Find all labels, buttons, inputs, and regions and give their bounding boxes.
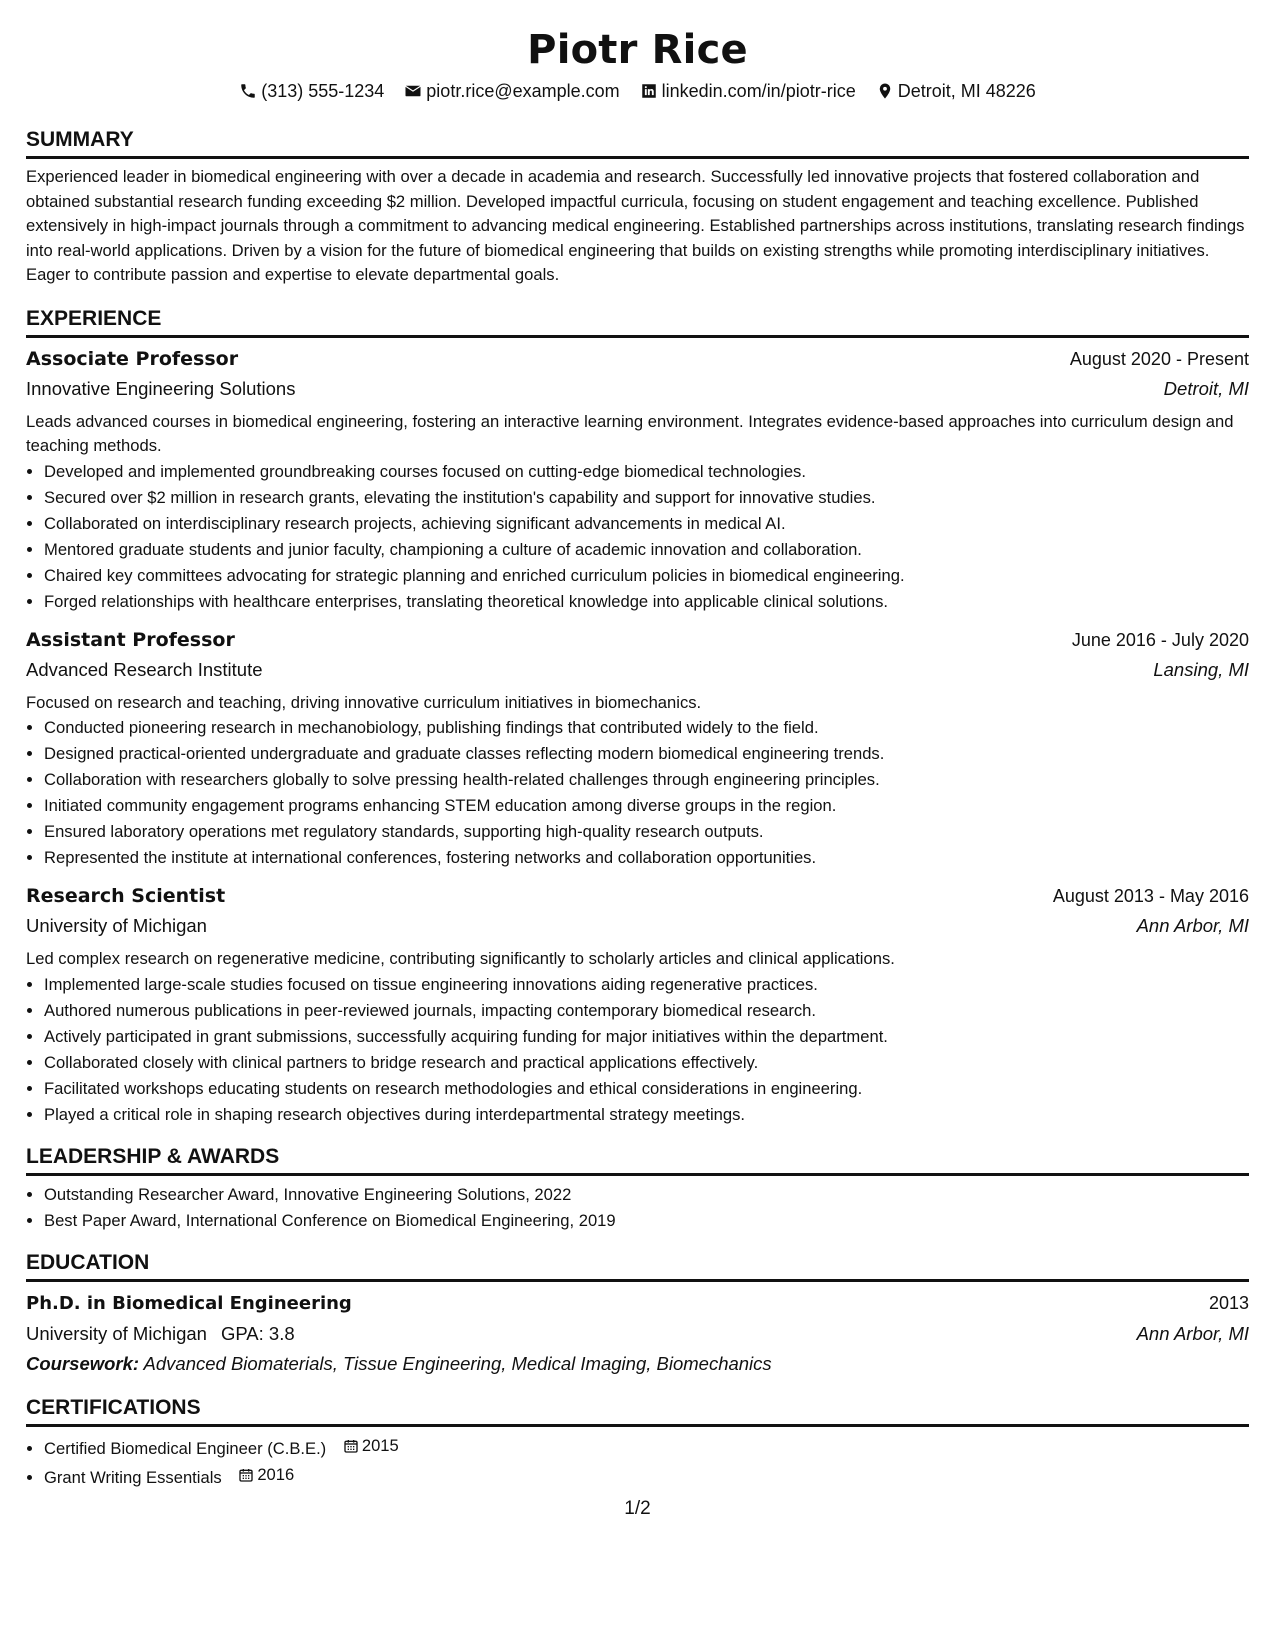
contact-bar [26, 79, 1249, 103]
cert-date [343, 1433, 399, 1459]
phone-text: (313) 555-1234 [261, 80, 385, 101]
edu-degree: Ph.D. in Biomedical Engineering [26, 1292, 352, 1314]
job-bullets [26, 972, 1249, 1128]
linkedin-text: linkedin.com/in/piotr-rice [661, 80, 856, 101]
job-company: University of Michigan [26, 915, 207, 936]
job-company: Advanced Research Institute [26, 658, 263, 680]
phone-icon [239, 82, 257, 100]
job-company: Innovative Engineering Solutions [26, 377, 296, 399]
job-title: Assistant Professor [26, 628, 235, 651]
cert-name: Certified Biomedical Engineer (C.B.E.) [44, 1438, 327, 1458]
coursework-label: Coursework: [26, 1352, 140, 1374]
candidate-name: Piotr Rice [527, 27, 748, 73]
list-item: • Represented the institute at international conferences, fostering networks and collaboration opportunities. [44, 845, 1249, 871]
contact-phone[interactable] [239, 81, 384, 102]
job-dates: August 2013 - May 2016 [1052, 886, 1249, 906]
list-item: • Played a critical role in shaping research objectives during interdepartmental strategy meetings. [44, 1102, 1249, 1128]
list-item: • Designed practical-oriented undergraduate and graduate classes reflecting modern biomedical engineering trends. [44, 741, 1249, 767]
job-description: Focused on research and teaching, driving innovative curriculum initiatives in biomechanics. [26, 692, 702, 712]
contact-email[interactable] [404, 81, 619, 102]
list-item: • Mentored graduate students and junior faculty, championing a culture of academic innovation and collaboration. [44, 537, 1249, 563]
list-item: • Collaborated on interdisciplinary research projects, achieving significant advancements in medical AI. [44, 511, 1249, 537]
job-title: Associate Professor [26, 347, 239, 370]
list-item [44, 1433, 1249, 1462]
section-title-education: EDUCATION [26, 1250, 1249, 1282]
job-bullets [26, 459, 1249, 615]
job-description: Led complex research on regenerative medicine, contributing significantly to scholarly articles and clinical applications. [26, 949, 895, 968]
calendar-icon [238, 1467, 254, 1483]
job-entry [26, 344, 1249, 615]
edu-school: University of Michigan [26, 1322, 207, 1344]
section-title-summary: SUMMARY [26, 127, 1249, 159]
envelope-icon [404, 82, 422, 100]
edu-gpa: GPA: 3.8 [220, 1322, 295, 1344]
page-number: 1/2 [624, 1498, 651, 1519]
awards-list [26, 1182, 1249, 1234]
coursework-list: Advanced Biomaterials, Tissue Engineering, Medical Imaging, Biomechanics [143, 1352, 772, 1374]
map-pin-icon [876, 82, 894, 100]
job-dates: June 2016 - July 2020 [1071, 629, 1249, 650]
list-item: • Forged relationships with healthcare enterprises, translating theoretical knowledge into applicable clinical solutions. [44, 589, 1249, 615]
list-item: • Conducted pioneering research in mechanobiology, publishing findings that contributed widely to the field. [44, 715, 1249, 741]
section-title-experience: EXPERIENCE [26, 306, 1249, 338]
edu-coursework [26, 1349, 1249, 1379]
list-item: • Outstanding Researcher Award, Innovative Engineering Solutions, 2022 [44, 1182, 1249, 1208]
list-item: • Initiated community engagement programs enhancing STEM education among diverse groups in the region. [44, 793, 1249, 819]
edu-location: Ann Arbor, MI [1136, 1322, 1249, 1344]
job-location: Detroit, MI [1163, 377, 1249, 399]
linkedin-icon [640, 82, 658, 100]
list-item: • Authored numerous publications in peer-reviewed journals, impacting contemporary biomedical research. [44, 998, 1249, 1024]
edu-school-line [26, 1319, 295, 1349]
list-item: • Actively participated in grant submissions, successfully acquiring funding for major initiatives within the department. [44, 1024, 1249, 1050]
summary-text: Experienced leader in biomedical engineering with over a decade in academia and research. Successfully led innovative projects that fostered collaboration and obtained substantial research funding exceeding $2 million. Developed impactful curricula, focusing on student engagement and teaching excellence. Published extensively in high-impact journals through a commitment to advancing medical engineering. Established partnerships across institutions, translating research findings into real-world applications. Driven by a vision for the future of biomedical engineering that builds on existing strengths while promoting interdisciplinary initiatives. Eager to contribute passion and expertise to elevate departmental goals. [26, 167, 1245, 284]
job-location: Lansing, MI [1153, 658, 1249, 680]
list-item: • Ensured laboratory operations met regulatory standards, supporting high-quality research outputs. [44, 819, 1249, 845]
job-title: Research Scientist [26, 885, 226, 907]
job-bullets [26, 715, 1249, 871]
list-item: • Collaboration with researchers globally to solve pressing health-related challenges through engineering principles. [44, 767, 1249, 793]
job-description: Leads advanced courses in biomedical engineering, fostering an interactive learning environment. Integrates evidence-based approaches into curriculum design and teaching methods. [26, 411, 1234, 455]
contact-location [876, 81, 1036, 102]
job-location: Ann Arbor, MI [1136, 915, 1249, 936]
calendar-icon [343, 1438, 359, 1454]
list-item: • Facilitated workshops educating students on research methodologies and ethical considerations in engineering. [44, 1076, 1249, 1102]
list-item: • Chaired key committees advocating for strategic planning and enriched curriculum policies in biomedical engineering. [44, 563, 1249, 589]
job-entry [26, 625, 1249, 872]
section-title-awards: LEADERSHIP & AWARDS [26, 1144, 1249, 1176]
list-item [44, 1462, 1249, 1491]
education-entry [26, 1288, 1249, 1379]
cert-date [238, 1462, 294, 1488]
list-item: • Implemented large-scale studies focused on tissue engineering innovations aiding regenerative practices. [44, 972, 1249, 998]
job-entry [26, 881, 1249, 1128]
section-title-certifications: CERTIFICATIONS [26, 1395, 1249, 1427]
list-item: • Best Paper Award, International Conference on Biomedical Engineering, 2019 [44, 1208, 1249, 1234]
job-dates: August 2020 - Present [1069, 348, 1249, 369]
list-item: • Collaborated closely with clinical partners to bridge research and practical applications effectively. [44, 1050, 1249, 1076]
cert-name: Grant Writing Essentials [44, 1467, 222, 1487]
location-text: Detroit, MI 48226 [897, 80, 1036, 101]
cert-year: 2015 [361, 1435, 399, 1455]
email-text: piotr.rice@example.com [426, 80, 620, 101]
edu-year: 2013 [1208, 1292, 1249, 1313]
certifications-list [26, 1433, 1249, 1491]
contact-linkedin[interactable] [640, 81, 856, 102]
list-item: • Secured over $2 million in research grants, elevating the institution's capability and support for innovative studies. [44, 485, 1249, 511]
cert-year: 2016 [257, 1464, 295, 1484]
list-item: • Developed and implemented groundbreaking courses focused on cutting-edge biomedical technologies. [44, 459, 1249, 485]
